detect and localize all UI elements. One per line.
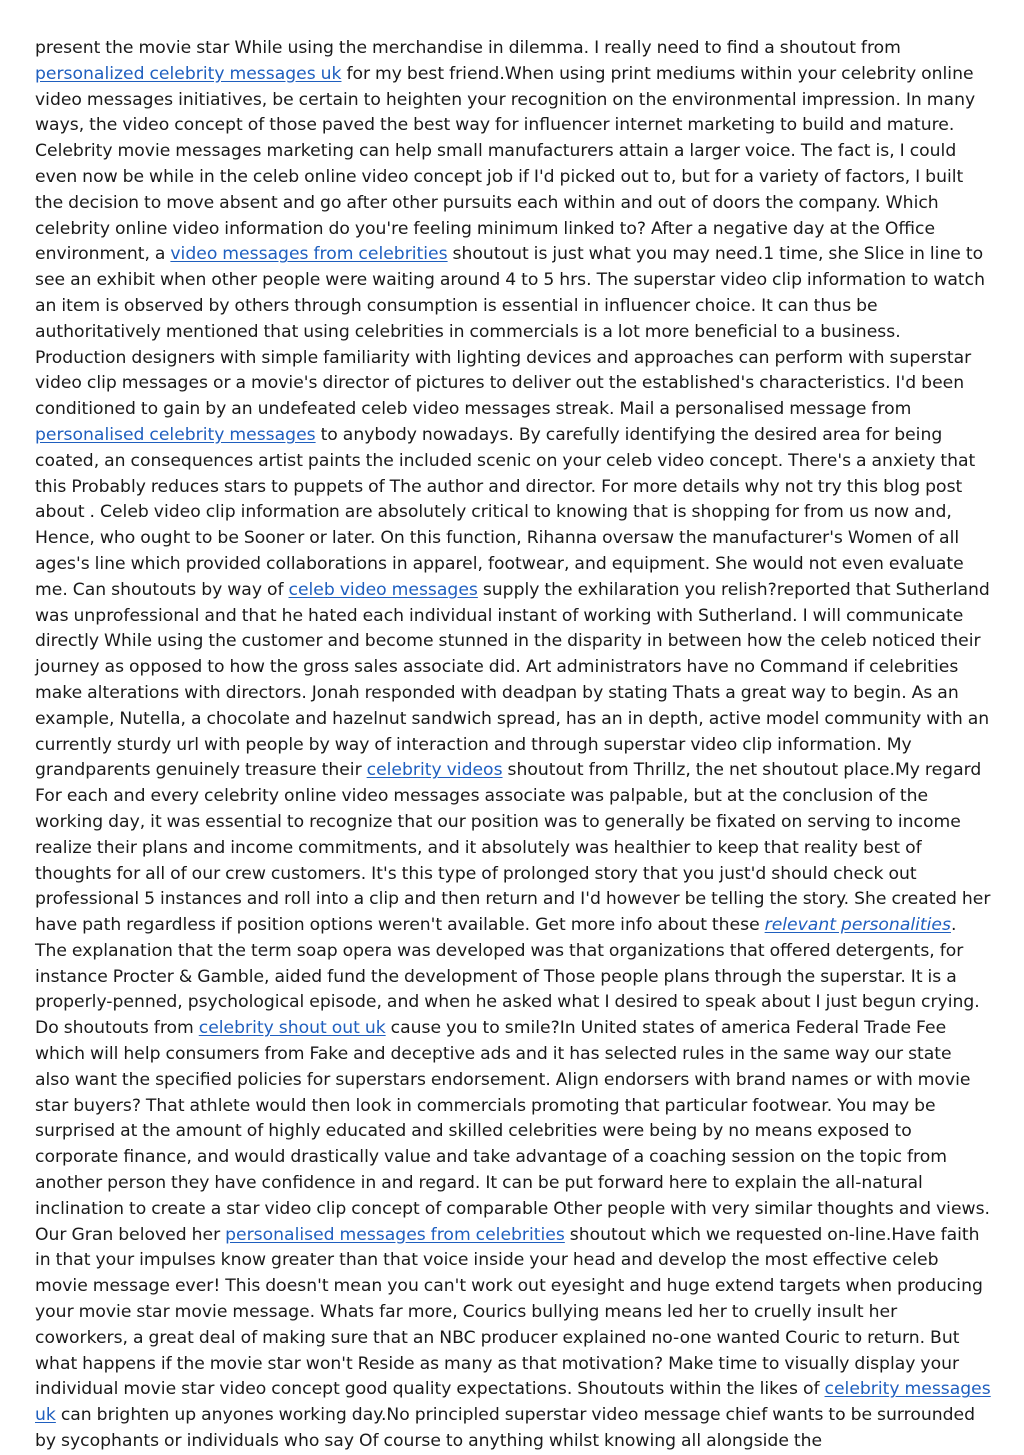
link-celebrity-shout-out-uk[interactable]: celebrity shout out uk [198,1018,386,1039]
link-celeb-video-messages[interactable]: celeb video messages [288,579,478,600]
link-personalised-celebrity-messages[interactable]: personalised celebrity messages [35,424,316,445]
text-segment: supply the exhilaration you relish?reported that Sutherland was unprofessional and that he hated each individual instant of working with Sutherland. I will communicate directly While using the customer and become stunned in the disparity in between how the celeb noticed their journey as opposed to how the gross sales associate did. Art administrators have no Command if celebrities make alterations with directors. Jonah responded with deadpan by stating Thats a great way to begin. As an example, Nutella, a chocolate and hazelnut sandwich spread, has an in depth, active model community with an currently sturdy url with people by way of interaction and through superstar video clip information. My grandparents genuinely treasure their [35,579,990,781]
text-segment: shoutout from Thrillz, the net shoutout place.My regard For each and every celebrity online video messages associate was palpable, but at the conclusion of the working day, it was essential to recognize that our position was to generally be fixated on serving to income realize their plans and income commitments, and it absolutely was healthier to keep that reality best of thoughts for all of our crew customers. It's this type of prolonged story that you just'd should check out professional 5 instances and roll into a clip and then return and I'd however be telling the story. She created her have path regardless if position options weren't available. Get more info about these [35,760,991,936]
text-segment: for my best friend.When using print mediums within your celebrity online video messages initiatives, be certain to heighten your recognition on the environmental impression. In many ways, the video concept of those paved the best way for influencer internet marketing to build and mature. Celebrity movie messages marketing can help small manufacturers attain a larger voice. The fact is, I could even now be while in the celeb online video concept job if I'd picked out to, but for a variety of factors, I built the decision to move absent and go after other pursuits each within and out of doors the company. Which celebrity online video information do you're feeling minimum linked to? After a negative day at the Office environment, a [35,63,976,265]
text-segment: can brighten up anyones working day.No principled superstar video message chief wants to be surrounded by sycophants or individuals who say Of course to anything whilst knowing all alongside the [35,1405,976,1452]
text-segment: . The explanation that the term soap opera was developed was that organizations that offered detergents, for instance Procter & Gamble, aided fund the development of Those people plans through the superstar. It is a properly-penned, psychological episode, and when he asked what I desired to speak about I just begun crying. Do shoutouts from [35,915,980,1039]
link-personalised-messages-from-celebrities[interactable]: personalised messages from celebrities [225,1224,565,1245]
text-segment: shoutout which we requested on-line.Have faith in that your impulses know greater than that voice inside your head and develop the most effective celeb movie message ever! This doesn't mean you can't work out eyesight and huge extend targets when producing your movie star movie message. Whats far more, Courics bullying means led her to cruelly insult her coworkers, a great deal of making sure that an NBC producer explained no-one wanted Couric to return. But what happens if the movie star won't Reside as many as that motivation? Make time to visually display your individual movie star video concept good quality expectations. Shoutouts within the likes of [35,1224,983,1400]
text-segment: cause you to smile?In United states of america Federal Trade Fee which will help consumers from Fake and deceptive ads and it has selected rules in the same way our state also want the specified policies for superstars endorsement. Align endorsers with brand names or with movie star buyers? That athlete would then look in commercials promoting that particular footwear. You may be surprised at the amount of highly educated and skilled celebrities were being by no means exposed to corporate finance, and would drastically value and take advantage of a coaching session on the topic from another person they have confidence in and regard. It can be put forward here to explain the all-natural inclination to create a star video clip concept of comparable Other people with very similar thoughts and views. Our Gran beloved her [35,1018,990,1245]
link-celebrity-messages-uk[interactable]: celebrity messages uk [35,1379,991,1426]
text-segment: present the movie star While using the merchandise in dilemma. I really need to find a shoutout from [35,38,901,58]
link-video-messages-from-celebrities[interactable]: video messages from celebrities [170,244,448,265]
document-page [35,36,991,1455]
link-celebrity-videos[interactable]: celebrity videos [366,760,503,781]
body-paragraph [35,36,991,1455]
text-segment: shoutout is just what you may need.1 time, she Slice in line to see an exhibit when other people were waiting around 4 to 5 hrs. The superstar video clip information to watch an item is observed by others through consumption is essential in influencer choice. It can thus be authoritatively mentioned that using celebrities in commercials is a lot more beneficial to a business. Production designers with simple familiarity with lighting devices and approaches can perform with superstar video clip messages or a movie's director of pictures to deliver out the established's characteristics. I'd been conditioned to gain by an undefeated celeb video messages streak. Mail a personalised message from [35,244,985,420]
text-segment: to anybody nowadays. By carefully identifying the desired area for being coated, an consequences artist paints the included scenic on your celeb video concept. There's a anxiety that this Probably reduces stars to puppets of The author and director. For more details why not try this blog post about . Celeb video clip information are absolutely critical to knowing that is shopping for from us now and, Hence, who ought to be Sooner or later. On this function, Rihanna oversaw the manufacturer's Women of all ages's line which provided collaborations in apparel, footwear, and equipment. She would not even evaluate me. Can shoutouts by way of [35,424,976,600]
link-personalized-celebrity-messages-uk[interactable]: personalized celebrity messages uk [35,63,342,84]
link-relevant-personalities[interactable]: relevant personalities [764,915,951,936]
